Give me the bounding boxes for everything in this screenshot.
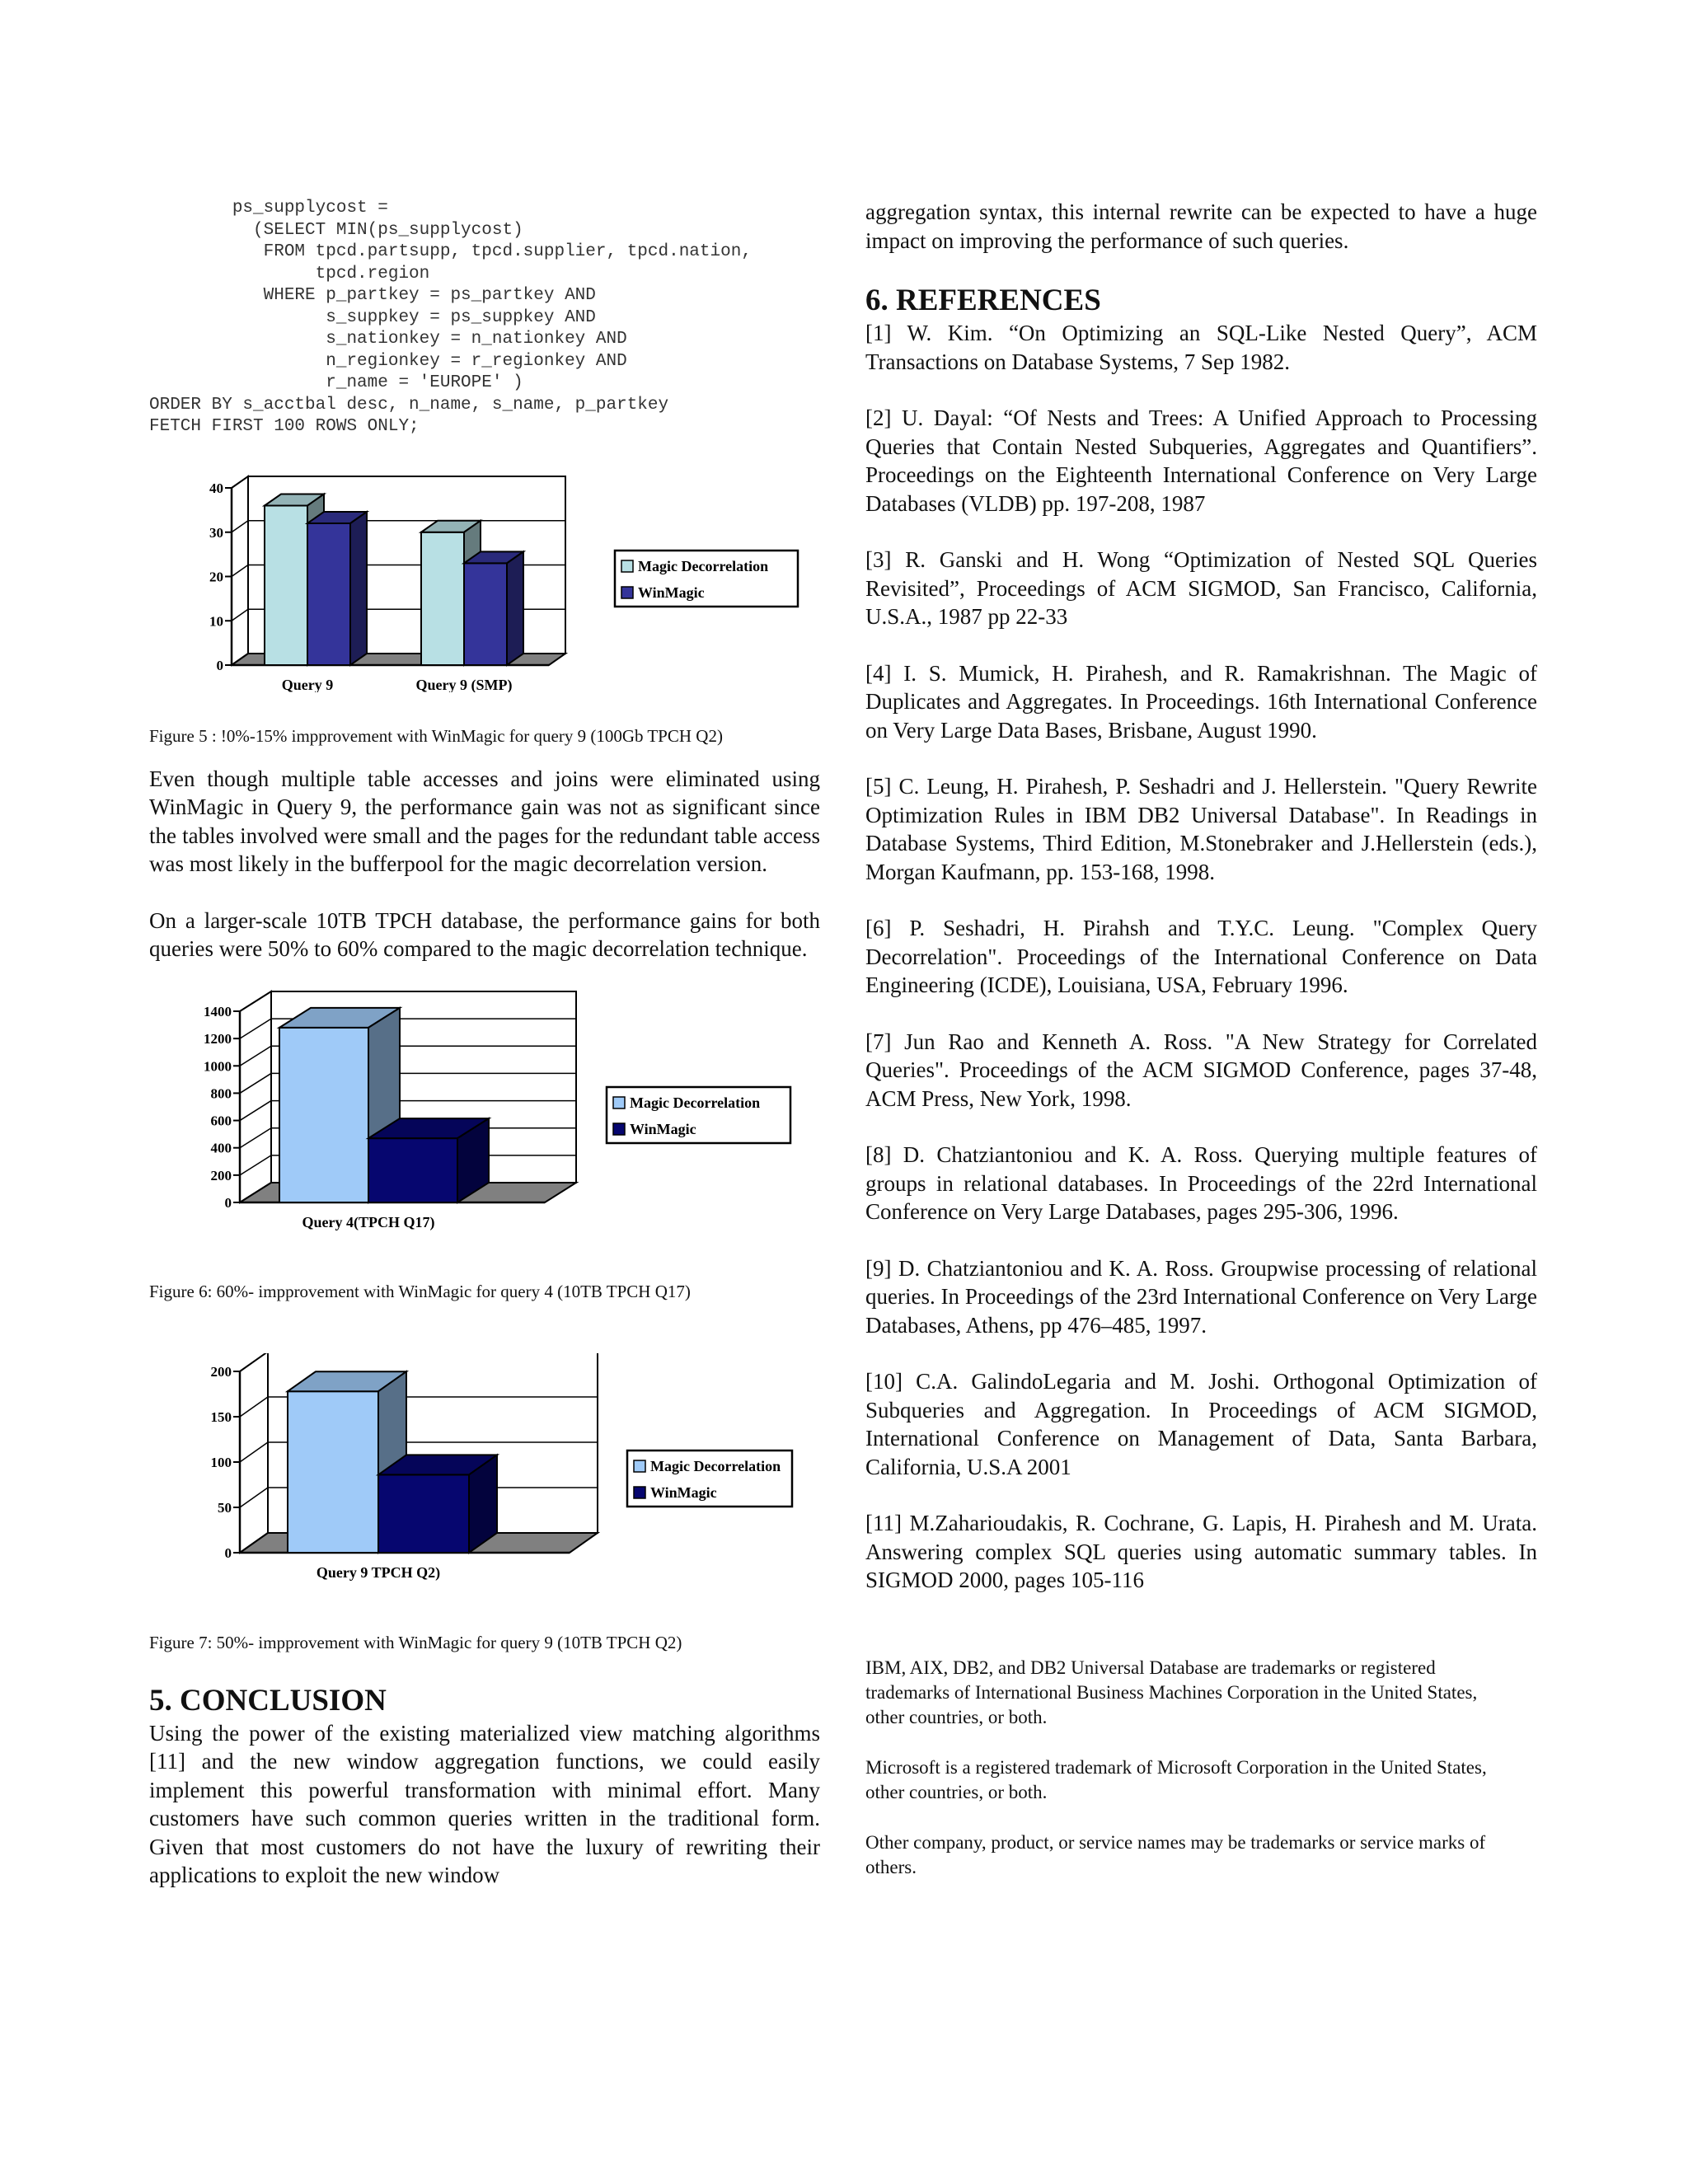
paragraph: Even though multiple table accesses and joins were eliminated using WinMagic in Query 9, the performance gain was not as significant since the tables involved were small and the pages for the redundant table access was most likely in the bufferpool for the magic decorrelation version. [149,766,820,876]
x-category-label: Query 9 TPCH Q2) [316,1563,441,1581]
code-line: r_name = 'EUROPE' ) [149,373,523,392]
y-tick-label: 20 [209,569,223,584]
figure5-caption: Figure 5 : !0%-15% impprovement with WinMagic for query 9 (100Gb TPCH Q2) [149,725,723,746]
references-heading: 6. REFERENCES [865,284,1101,317]
legend-label: Magic Decorrelation [630,1094,761,1111]
figure7-chart [149,1353,820,1601]
trademark-note: IBM, AIX, DB2, and DB2 Universal Database are trademarks or registered trademarks of International Business Machines Corporation in the United States, other countries, or both. [865,1657,1478,1727]
code-line: FROM tpcd.partsupp, tpcd.supplier, tpcd.nation, [149,242,752,261]
bar-front [464,563,507,665]
reference-item: [2] U. Dayal: “Of Nests and Trees: A Unified Approach to Processing Queries that Contain Nested Subqueries, Aggregates and Quantifiers”. Proceedings on the Eighteenth International Conference on Very Large Databases (VLDB) pp. 197-208, 1987 [865,405,1537,516]
reference-item: [3] R. Ganski and H. Wong “Optimization of Nested SQL Queries Revisited”, Proceedings of ACM SIGMOD, San Francisco, California, U.S.A., 1987 pp 22-33 [865,547,1537,629]
reference-item: [7] Jun Rao and Kenneth A. Ross. "A New Strategy for Correlated Queries". Proceedings of the ACM SIGMOD Conference, pages 37-48, ACM Press, New York, 1998. [865,1029,1537,1111]
figure6-caption: Figure 6: 60%- impprovement with WinMagic for query 4 (10TB TPCH Q17) [149,1281,691,1301]
plot-side-wall [240,991,271,1202]
legend-swatch [621,560,633,572]
trademark-note: Microsoft is a registered trademark of Microsoft Corporation in the United States, other countries, or both. [865,1756,1487,1802]
code-line: WHERE p_partkey = ps_partkey AND [149,286,596,305]
y-tick-label: 200 [210,1363,232,1380]
legend-label: Magic Decorrelation [638,557,769,574]
legend-swatch [634,1460,645,1472]
figure7-svg [149,1353,820,1601]
reference-item: [10] C.A. GalindoLegaria and M. Joshi. Orthogonal Optimization of Subqueries and Aggregation. In Proceedings of ACM SIGMOD, International Conference on Management of Data, Santa Barbara, California, U.S.A 2001 [865,1369,1537,1479]
bar-side [507,551,523,665]
x-category-label: Query 4(TPCH Q17) [302,1213,435,1230]
figure7-caption: Figure 7: 50%- impprovement with WinMagic for query 9 (10TB TPCH Q2) [149,1632,682,1652]
bar-front [368,1138,457,1202]
code-line: FETCH FIRST 100 ROWS ONLY; [149,417,420,436]
legend-swatch [613,1123,625,1135]
x-category-label: Query 9 (SMP) [415,676,513,692]
code-line: n_regionkey = r_regionkey AND [149,351,627,371]
conclusion-text: Using the power of the existing materialized view matching algorithms [11] and the new window aggregation functions, we could easily implement this powerful transformation with minimal effort. Many customers have such common queries written in the traditional form. Given that most customers do not have the luxury of rewriting their applications to exploit the new window [149,1720,820,1887]
reference-item: [5] C. Leung, H. Pirahesh, P. Seshadri and J. Hellerstein. "Query Rewrite Optimization Rules in IBM DB2 Universal Database". In Readings in Database Systems, Third Edition, M.Stonebraker and J.Hellerstein (eds.), Morgan Kaufmann, pp. 153-168, 1998. [865,774,1537,884]
y-tick-label: 0 [224,1544,232,1561]
y-tick-label: 800 [210,1085,232,1101]
y-tick-label: 10 [209,612,223,629]
left-column [149,198,820,1890]
y-tick-label: 40 [209,480,223,496]
y-tick-label: 0 [224,1194,232,1211]
paragraph: aggregation syntax, this internal rewrite can be expected to have a huge impact on improving the performance of such queries. [865,199,1537,253]
trademark-notes [865,1656,1492,1880]
legend-label: Magic Decorrelation [650,1457,781,1474]
y-tick-label: 600 [210,1113,232,1129]
legend-swatch [613,1097,625,1108]
paragraph: On a larger-scale 10TB TPCH database, the performance gains for both queries were 50% to 60% compared to the magic decorrelation technique. [149,907,820,961]
code-line: s_nationkey = n_nationkey AND [149,330,627,349]
y-tick-label: 200 [210,1167,232,1183]
figure6-chart [149,988,820,1256]
bar-front [288,1391,378,1553]
reference-list [865,319,1537,1595]
x-category-label: Query 9 [281,676,334,692]
trademark-note: Other company, product, or service names may be trademarks or service marks of others. [865,1831,1486,1877]
bar-front [307,523,350,665]
y-tick-label: 100 [210,1454,232,1470]
bar-side [350,512,367,665]
code-line: ORDER BY s_acctbal desc, n_name, s_name, p_partkey [149,395,669,415]
figure5-chart [149,470,820,692]
sql-code-block [149,198,820,438]
reference-item: [9] D. Chatziantoniou and K. A. Ross. Groupwise processing of relational queries. In Proceedings of the 23rd International Conference on Very Large Databases, Athens, pp 476–485, 1997. [865,1255,1537,1338]
y-tick-label: 150 [210,1408,232,1425]
y-tick-label: 1200 [204,1030,232,1047]
plot-side-wall [240,1353,268,1553]
legend-label: WinMagic [650,1483,717,1501]
bar-front [378,1474,469,1553]
bar-front [279,1027,368,1202]
y-tick-label: 1400 [204,1003,232,1019]
y-tick-label: 1000 [204,1057,232,1074]
reference-item: [6] P. Seshadri, H. Pirahsh and T.Y.C. Leung. "Complex Query Decorrelation". Proceedings of the International Conference on Data Engineering (ICDE), Louisiana, USA, February 1996. [865,916,1537,997]
reference-item: [11] M.Zaharioudakis, R. Cochrane, G. Lapis, H. Pirahesh and M. Urata. Answering complex SQL queries using automatic summary tables. In SIGMOD 2000, pages 105-116 [865,1511,1537,1592]
code-line: (SELECT MIN(ps_supplycost) [149,220,523,240]
code-line: tpcd.region [149,264,430,284]
bar-front [265,505,307,665]
y-tick-label: 30 [209,524,223,541]
legend-label: WinMagic [630,1120,696,1137]
conclusion-heading: 5. CONCLUSION [149,1683,387,1718]
y-tick-label: 400 [210,1140,232,1156]
legend-label: WinMagic [638,583,705,601]
code-line: s_suppkey = ps_suppkey AND [149,307,596,327]
figure6-svg [149,988,820,1256]
legend-swatch [621,587,633,598]
y-tick-label: 0 [216,657,223,673]
legend-swatch [634,1487,645,1498]
reference-item: [4] I. S. Mumick, H. Pirahesh, and R. Ramakrishnan. The Magic of Duplicates and Aggregates. In Proceedings. 16th International Conference on Very Large Data Bases, Brisbane, August 1990. [865,660,1537,743]
code-line: ps_supplycost = [149,199,388,218]
bar-front [421,532,464,664]
reference-item: [8] D. Chatziantoniou and K. A. Ross. Querying multiple features of groups in relational databases. In Proceedings of the 22rd International Conference on Very Large Databases, pages 295-306, 1996. [865,1142,1537,1224]
figure5-svg [149,470,820,692]
reference-item: [1] W. Kim. “On Optimizing an SQL-Like Nested Query”, ACM Transactions on Database Systems, 7 Sep 1982. [865,321,1537,374]
y-tick-label: 50 [218,1499,232,1516]
right-column [865,198,1537,1905]
